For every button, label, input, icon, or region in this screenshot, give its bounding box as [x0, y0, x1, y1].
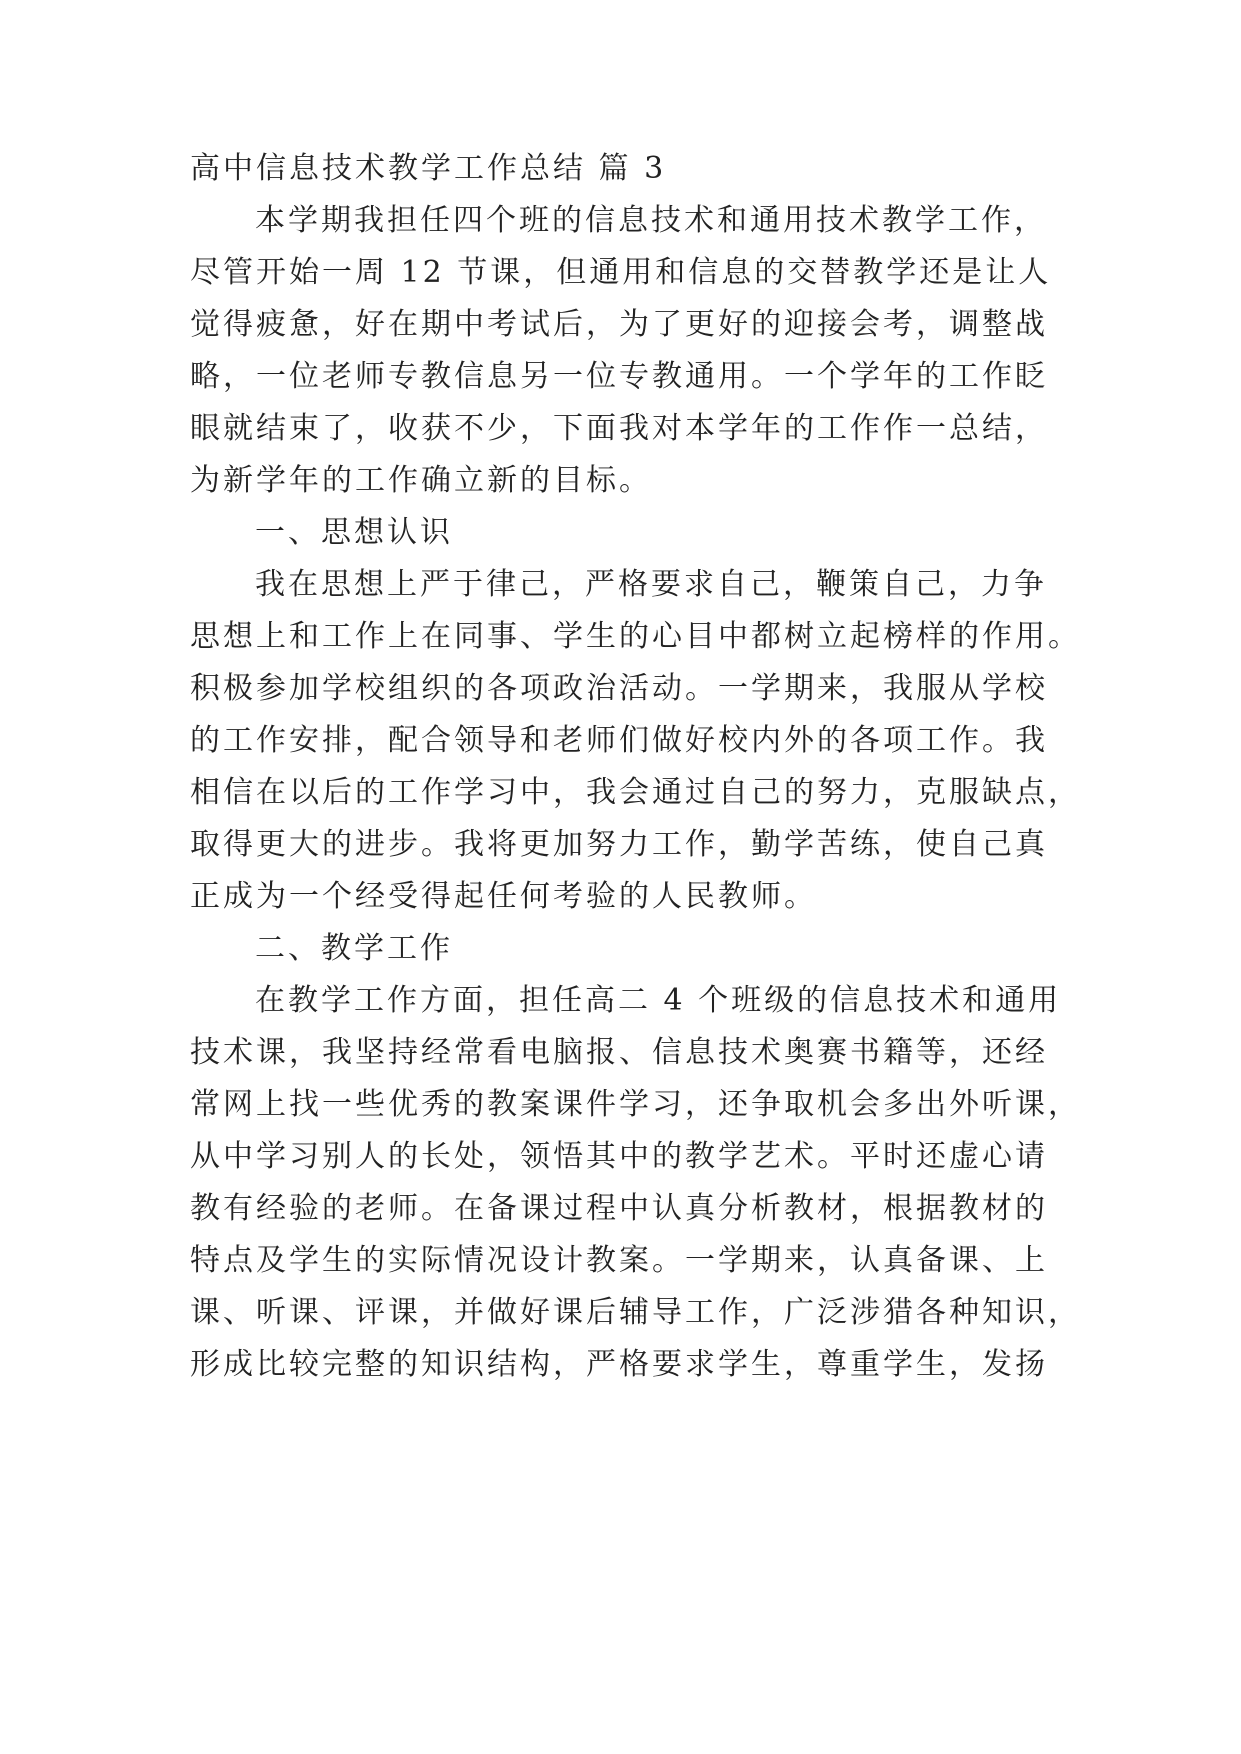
document-title: 高中信息技术教学工作总结 篇 3	[190, 151, 667, 186]
text-line: 积极参加学校组织的各项政治活动。一学期来，我服从学校	[190, 671, 1048, 706]
text-line: 思想上和工作上在同事、学生的心目中都树立起榜样的作用。	[190, 619, 1081, 654]
text-line: 常网上找一些优秀的教案课件学习，还争取机会多出外听课，	[190, 1087, 1081, 1122]
text-line: 的工作安排，配合领导和老师们做好校内外的各项工作。我	[190, 723, 1048, 758]
text-line: 相信在以后的工作学习中，我会通过自己的努力，克服缺点，	[190, 775, 1081, 810]
text-line: 在教学工作方面，担任高二 4 个班级的信息技术和通用	[255, 983, 1062, 1018]
text-line: 本学期我担任四个班的信息技术和通用技术教学工作，	[255, 203, 1047, 238]
text-line: 为新学年的工作确立新的目标。	[190, 463, 652, 498]
section-heading: 二、教学工作	[255, 931, 453, 966]
text-line: 我在思想上严于律己，严格要求自己，鞭策自己，力争	[255, 567, 1047, 602]
text-line: 取得更大的进步。我将更加努力工作，勤学苦练，使自己真	[190, 827, 1048, 862]
text-line: 觉得疲惫，好在期中考试后，为了更好的迎接会考，调整战	[190, 307, 1048, 342]
text-line: 形成比较完整的知识结构，严格要求学生，尊重学生，发扬	[190, 1347, 1048, 1382]
text-line: 略，一位老师专教信息另一位专教通用。一个学年的工作眨	[190, 359, 1048, 394]
text-line: 正成为一个经受得起任何考验的人民教师。	[190, 879, 817, 914]
text-line: 尽管开始一周 12 节课，但通用和信息的交替教学还是让人	[190, 255, 1052, 290]
text-line: 眼就结束了，收获不少，下面我对本学年的工作作一总结，	[190, 411, 1048, 446]
text-line: 教有经验的老师。在备课过程中认真分析教材，根据教材的	[190, 1191, 1048, 1226]
text-line: 课、听课、评课，并做好课后辅导工作，广泛涉猎各种知识，	[190, 1295, 1081, 1330]
section-heading: 一、思想认识	[255, 515, 453, 550]
text-line: 技术课，我坚持经常看电脑报、信息技术奥赛书籍等，还经	[190, 1035, 1048, 1070]
text-line: 从中学习别人的长处，领悟其中的教学艺术。平时还虚心请	[190, 1139, 1048, 1174]
text-line: 特点及学生的实际情况设计教案。一学期来，认真备课、上	[190, 1243, 1048, 1278]
